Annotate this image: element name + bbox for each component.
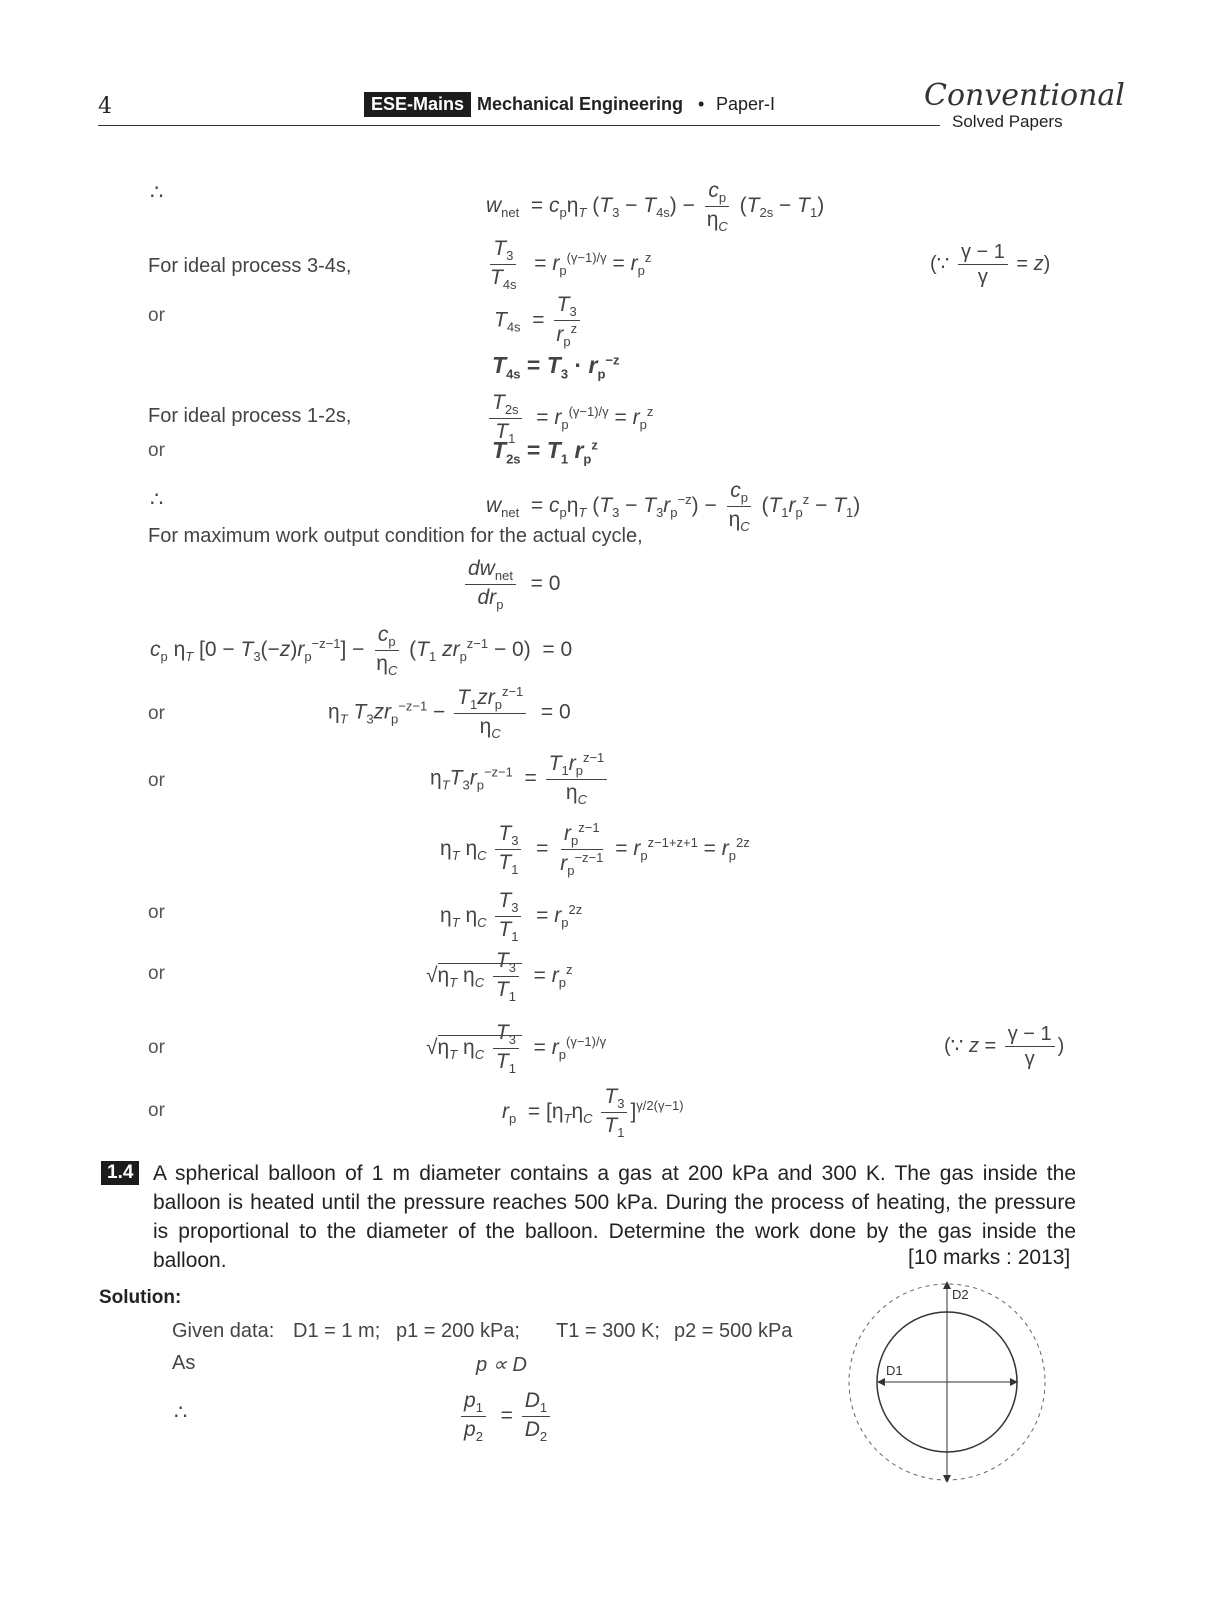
question-text: A spherical balloon of 1 m diameter contains a gas at 200 kPa and 300 K. The gas inside the balloon is heated until the pressure reaches 500 kPa. During the process of heating, the pressure is proportional to the diameter of the balloon. Determine the work done by the gas inside the balloon. [153,1162,1076,1272]
arrow-down-icon [943,1475,951,1483]
or-word: or [148,963,165,984]
header-subject [477,94,683,115]
simplified-equation-1: $\eta_T$ $T_3zr_p^{-z-1}$ − $\frac{T_1zr_p^{z-1}}{\eta_C}$ = 0 [328,684,571,741]
question-marks: [10 marks : 2013] [908,1246,1071,1269]
t4s-fraction: $T_{4s}$ = $\frac{T_3}{r_p^z}$ [494,292,583,350]
given-p1: p1 = 200 kPa; [396,1320,520,1342]
arrow-left-icon [877,1378,885,1386]
wnet-equation-2: $w_{net} = c_p\eta_T$ $(T_3 - T_3r_p^{-z})$ − $\frac{c_p}{\eta_C}$ $(T_1r_p^z - T_1)$ [486,479,861,534]
therefore-symbol: ∴ [150,488,164,511]
header-bullet: • [698,94,705,114]
final-rp-equation: $r_p = [\eta_T\eta_C$ $\frac{T_3}{T_1}$ ]$^{\gamma/2(\gamma-1)}$ [502,1085,684,1140]
brand-logo-text: Conventional [924,78,1125,113]
solution-heading: Solution: [99,1287,182,1308]
arrow-up-icon [943,1281,951,1289]
simplified-equation-3: $\eta_T$ $\eta_C$ $\frac{T_3}{T_1}$ = $\frac{r_p^{z-1}}{r_p^{-z-1}}$ = $r_p^{z-1+z+1} = r_p^{2z}$ [440,820,750,878]
therefore-symbol: ∴ [174,1401,188,1424]
series-badge: ESE-Mains [364,92,471,117]
or-word: or [148,1037,165,1058]
simplified-equation-2: $\eta_TT_3r_p^{-z-1}$ = $\frac{T_1r_p^{z-1}}{\eta_C}$ [430,750,610,808]
given-data-label: Given data: [172,1320,275,1342]
label-ideal-process-34: For ideal process 3-4s, [148,255,352,277]
ratio-t2s-t1: $\frac{T_{2s}}{T_1}$ = $r_p^{(\gamma-1)/\gamma} = r_p^z$ [486,390,653,447]
wnet-equation-1: $w_{net} = c_p\eta_T$ $(T_3 - T_{4s})$ − $\frac{c_p}{\eta_C}$ $(T_{2s} - T_1)$ [486,179,825,234]
t2s-result: $T_{2s} = T_1$ $r_p^z$ [492,437,598,467]
subject-title: Mechanical Engineering [477,94,684,114]
page-number: 4 [98,94,112,119]
balloon-diagram [840,1275,1055,1490]
or-word: or [148,703,165,724]
question-number: 1.4 [101,1161,139,1185]
or-word: or [148,902,165,923]
or-word: or [148,1100,165,1121]
given-d1: D1 = 1 m; [293,1320,381,1342]
header-rule [98,125,940,126]
t4s-result: $T_{4s} = T_3 \cdot r_p^{-z}$ [492,352,620,382]
max-work-text: For maximum work output condition for the actual cycle, [148,525,643,547]
note-z-definition-1: (∵ $\frac{\gamma - 1}{\gamma}$ = z) [930,241,1051,288]
therefore-symbol: ∴ [150,181,164,204]
proportional-relation: p ∝ D [476,1354,527,1376]
ratio-t3-t4s: $\frac{T_3}{T_{4s}}$ = $r_p^{(\gamma-1)/\gamma} = r_p^z$ [490,237,652,292]
header-paper: Paper-I [716,94,776,114]
sqrt-equation-2: $√\eta_T$ $\eta_C$ $\frac{T_3}{T_1}$ = $r_p^{(\gamma-1)/\gamma}$ [426,1021,607,1076]
brand-subtitle: Solved Papers [952,112,1063,131]
given-t1: T1 = 300 K; [556,1320,660,1342]
label-ideal-process-12: For ideal process 1-2s, [148,405,352,427]
or-word: or [148,305,165,326]
pressure-diameter-ratio: $\frac{p_1}{p_2}$ = $\frac{D_1}{D_2}$ [458,1388,553,1445]
label-d2: D2 [952,1287,969,1302]
or-word: or [148,440,165,461]
derivative-condition: $\frac{dw_{net}}{dr_p}$ = 0 [462,556,560,613]
given-p2: p2 = 500 kPa [674,1320,793,1342]
note-z-definition-2: (∵ z = $\frac{\gamma - 1}{\gamma}$ ) [944,1023,1065,1070]
simplified-equation-4: $\eta_T$ $\eta_C$ $\frac{T_3}{T_1}$ = $r_p^{2z}$ [440,889,583,944]
derivative-expanded: $c_p$ $\eta_T$ $[0 - T_3(-z)r_p^{-z-1}]$ − $\frac{c_p}{\eta_C}$ ($T_1$ $zr_p^{z-1} - 0) = 0$ [150,623,573,678]
or-word: or [148,770,165,791]
label-d1: D1 [886,1363,903,1378]
sqrt-equation-1: $√\eta_T$ $\eta_C$ $\frac{T_3}{T_1}$ = $r_p^z$ [426,949,573,1004]
as-label: As [172,1352,196,1374]
